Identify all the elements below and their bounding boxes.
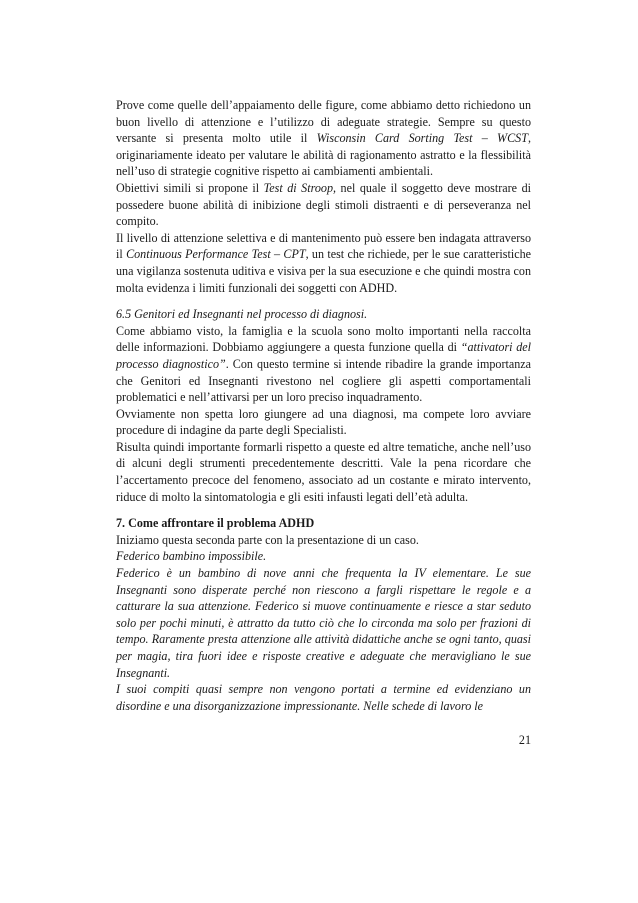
- paragraph-case-intro: Iniziamo questa seconda parte con la presentazione di un caso.: [116, 532, 419, 547]
- quoted-term: “attivatori del processo diagnostico”: [116, 340, 531, 371]
- paragraph-case-description: Federico è un bambino di nove anni che frequenta la IV elementare. Le sue Insegnanti sono disperate perché non riescono a fargli rispettare le regole e a catturare la sua attenzione. Federico si muove continuamente e riesce a star seduto solo per pochi minuti, è attratto da tutto ciò che lo circonda ma solo per frazioni di tempo. Raramente presta attenzione alle attività didattiche anche se ogni tanto, quasi per magia, tira fuori idee e risposte creative e adeguate che meravigliano le sue Insegnanti.: [116, 566, 531, 680]
- paragraph-diagnosis-role: Ovviamente non spetta loro giungere ad una diagnosi, ma compete loro avviare procedure di indagine da parte degli Specialisti.: [116, 406, 531, 438]
- paragraph-text: , un test che richiede, per le sue caratteristiche una vigilanza sostenuta uditiva e visiva per la sua esecuzione e che quindi mostra con molta evidenza i limiti funzionali dei soggetti con ADHD.: [116, 247, 531, 295]
- paragraph-text: Il livello di attenzione selettiva e di mantenimento può essere ben indagata attraverso il: [116, 230, 531, 262]
- paragraph-cpt: [116, 230, 531, 296]
- section-spacer: [116, 296, 531, 306]
- section-7-heading: 7. Come affrontare il problema ADHD: [116, 516, 315, 531]
- paragraph-test-strategies: [116, 97, 531, 180]
- paragraph-text: , originariamente ideato per valutare le abilità di ragionamento astratto e la flessibilità nell’uso di strategie cognitive rispetto ai cambiamenti ambientali.: [116, 131, 531, 179]
- paragraph-training: Risulta quindi importante formarli rispetto a queste ed altre tematiche, anche nell’uso di alcuni degli strumenti precedentemente descritti. Vale la pena ricordare che l’accertamento precoce del fenomeno, associato ad un costante e mirato intervento, riduce di molto la sintomatologia e gli esiti infausti legati dell’età adulta.: [116, 439, 531, 504]
- paragraph-stroop: [116, 180, 531, 230]
- paragraph-family-school: [116, 323, 531, 406]
- paragraph-text: . Con questo termine si intende ribadire la grande importanza che Genitori ed Insegnanti rivestono nel cogliere gli aspetti comportamentali problematici e nell’attivarsi per un loro preciso inquadramento.: [116, 356, 532, 405]
- paragraph-text: Come abbiamo visto, la famiglia e la scuola sono molto importanti nella raccolta delle informazioni. Dobbiamo aggiungere a questa funzione quella di: [116, 323, 531, 355]
- page-body: [116, 97, 531, 714]
- page-number: 21: [518, 733, 531, 747]
- paragraph-text: Obiettivi simili si propone il: [116, 180, 264, 195]
- paragraph-text: Prove come quelle dell’appaiamento delle figure, come abbiamo detto richiedono un buon livello di attenzione e l’utilizzo di adeguate strategie. Sempre su questo versante si presenta molto utile il: [116, 98, 531, 146]
- paragraph-case-homework: I suoi compiti quasi sempre non vengono portati a termine ed evidenziano un disordine e una disorganizzazione impressionante. Nelle schede di lavoro le: [116, 682, 531, 713]
- paragraph-text: nel quale il soggetto deve mostrare di possedere buone abilità di inibizione degli stimoli distraenti e di perseveranza nel compito.: [116, 180, 531, 229]
- section-6-5-heading: 6.5 Genitori ed Insegnanti nel processo di diagnosi.: [116, 307, 368, 322]
- cpt-test-name: Continuous Performance Test – CPT: [126, 247, 306, 262]
- case-title: Federico bambino impossibile.: [116, 549, 267, 564]
- stroop-test-name: Test di Stroop,: [263, 180, 337, 195]
- section-spacer: [116, 505, 531, 515]
- wcst-test-name: Wisconsin Card Sorting Test – WCST: [316, 131, 528, 146]
